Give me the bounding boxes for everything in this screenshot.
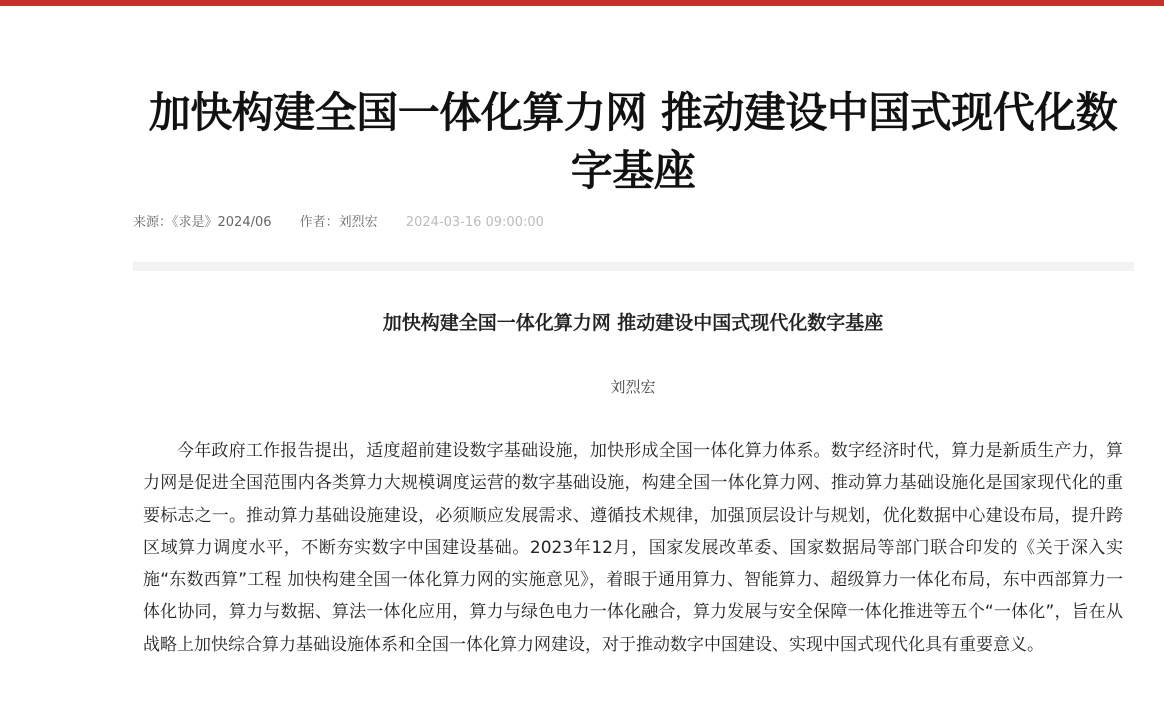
meta-author: 作者：刘烈宏 [299,215,378,230]
article-paragraph: 今年政府工作报告提出，适度超前建设数字基础设施，加快形成全国一体化算力体系。数字经济时代，算力是新质生产力，算力网是促进全国范围内各类算力大规模调度运营的数字基础设施，构建全国一体化算力网、推动算力基础设施化是国家现代化的重要标志之一。推动算力基础设施建设，必须顺应发展需求、遵循技术规律，加强顶层设计与规划，优化数据中心建设布局，提升跨区域算力调度水平，不断夯实数字中国建设基础。2023年12月，国家发展改革委、国家数据局等部门联合印发的《关于深入实施“东数西算”工程 加快构建全国一体化算力网的实施意见》，着眼于通用算力、智能算力、超级算力一体化布局，东中西部算力一体化协同，算力与数据、算法一体化应用，算力与绿色电力一体化融合，算力发展与安全保障一体化推进等五个“一体化”，旨在从战略上加快综合算力基础设施体系和全国一体化算力网建设，对于推动数字中国建设、实现中国式现代化具有重要意义。 [143,441,1123,655]
page-title: 加快构建全国一体化算力网 推动建设中国式现代化数字基座 [148,88,1118,195]
article-heading: 加快构建全国一体化算力网 推动建设中国式现代化数字基座 [382,312,884,334]
top-accent-bar [0,0,1164,6]
article-meta [133,211,544,230]
meta-date: 2024-03-16 09:00:00 [405,215,544,230]
meta-source: 来源：《求是》2024/06 [133,215,272,230]
header-divider [133,262,1134,271]
article-byline: 刘烈宏 [610,378,656,396]
